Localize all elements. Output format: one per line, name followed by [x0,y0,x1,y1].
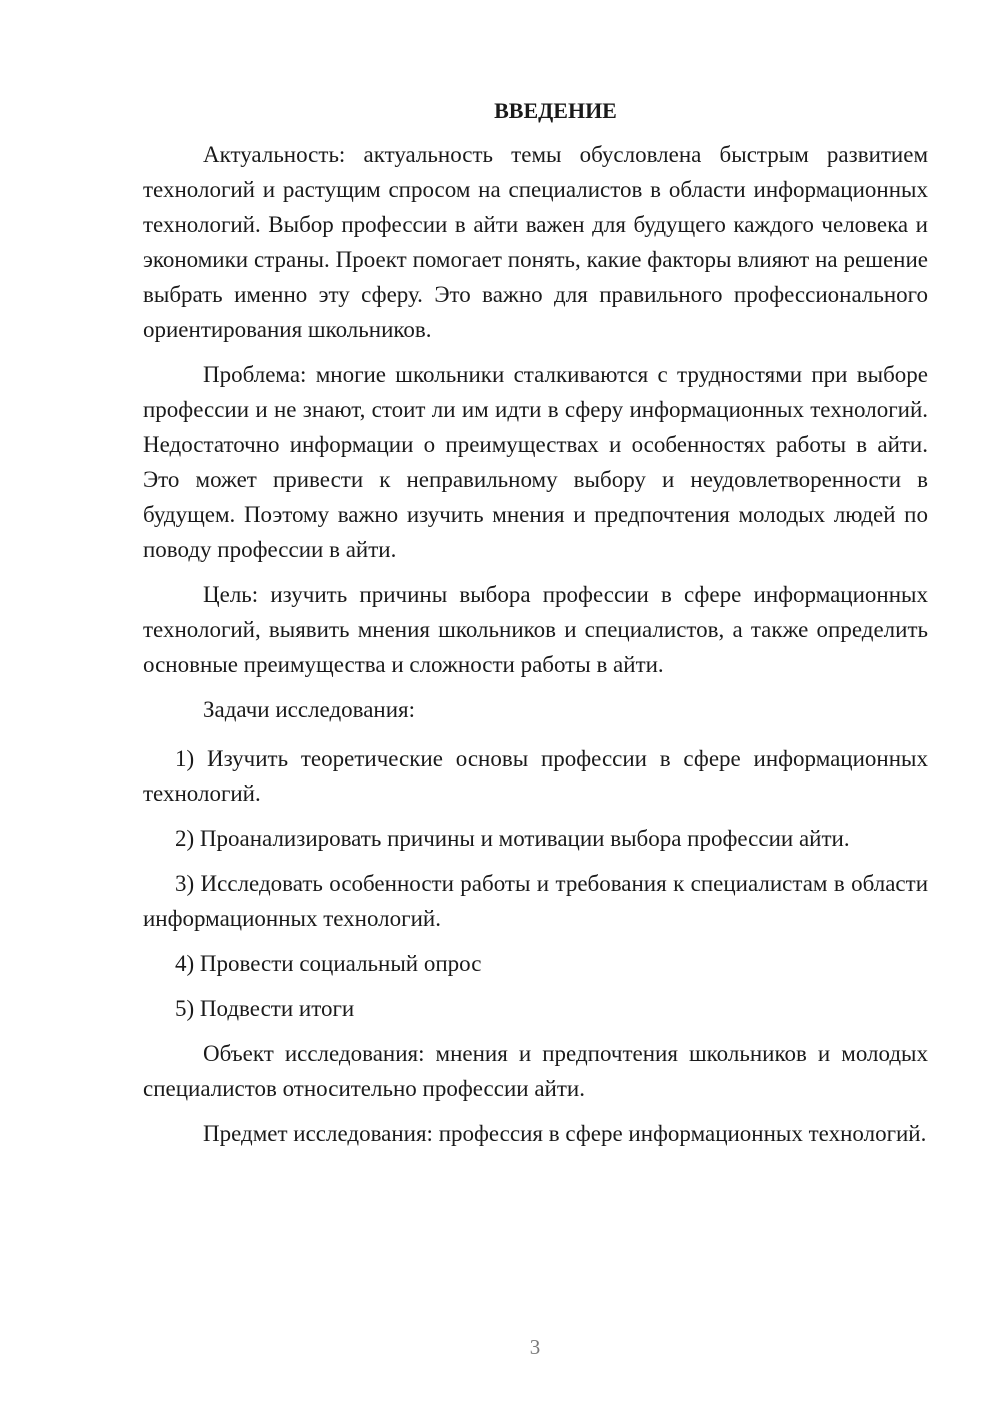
section-heading: ВВЕДЕНИЕ [494,98,617,123]
tasks-list [143,741,928,1026]
tasks-label: Задачи исследования: [203,697,416,722]
object-paragraph: Объект исследования: мнения и предпочтения школьников и молодых специалистов относительно профессии айти. [143,1041,928,1101]
task-item: 3) Исследовать особенности работы и требования к специалистам в области информационных технологий. [143,871,928,931]
problem-paragraph: Проблема: многие школьники сталкиваются с трудностями при выборе профессии и не знают, стоит ли им идти в сферу информационных технологий. Недостаточно информации о преимуществах и особенностях работы в айти. Это может привести к неправильному выбору и неудовлетворенности в будущем. Поэтому важно изучить мнения и предпочтения молодых людей по поводу профессии в айти. [143,362,928,562]
task-item: 1) Изучить теоретические основы профессии в сфере информационных технологий. [143,746,928,806]
task-item: 5) Подвести итоги [175,996,355,1021]
task-item: 2) Проанализировать причины и мотивации выбора профессии айти. [175,826,850,851]
page-content [143,95,928,1161]
page-number: 3 [529,1335,541,1359]
relevance-paragraph: Актуальность: актуальность темы обусловлена быстрым развитием технологий и растущим спросом на специалистов в области информационных технологий. Выбор профессии в айти важен для будущего каждого человека и экономики страны. Проект помогает понять, какие факторы влияют на решение выбрать именно эту сферу. Это важно для правильного профессионального ориентирования школьников. [143,142,928,342]
goal-paragraph: Цель: изучить причины выбора профессии в сфере информационных технологий, выявить мнения школьников и специалистов, а также определить основные преимущества и сложности работы в айти. [143,582,928,677]
subject-paragraph: Предмет исследования: профессия в сфере информационных технологий. [203,1121,927,1146]
task-item: 4) Провести социальный опрос [175,951,482,976]
